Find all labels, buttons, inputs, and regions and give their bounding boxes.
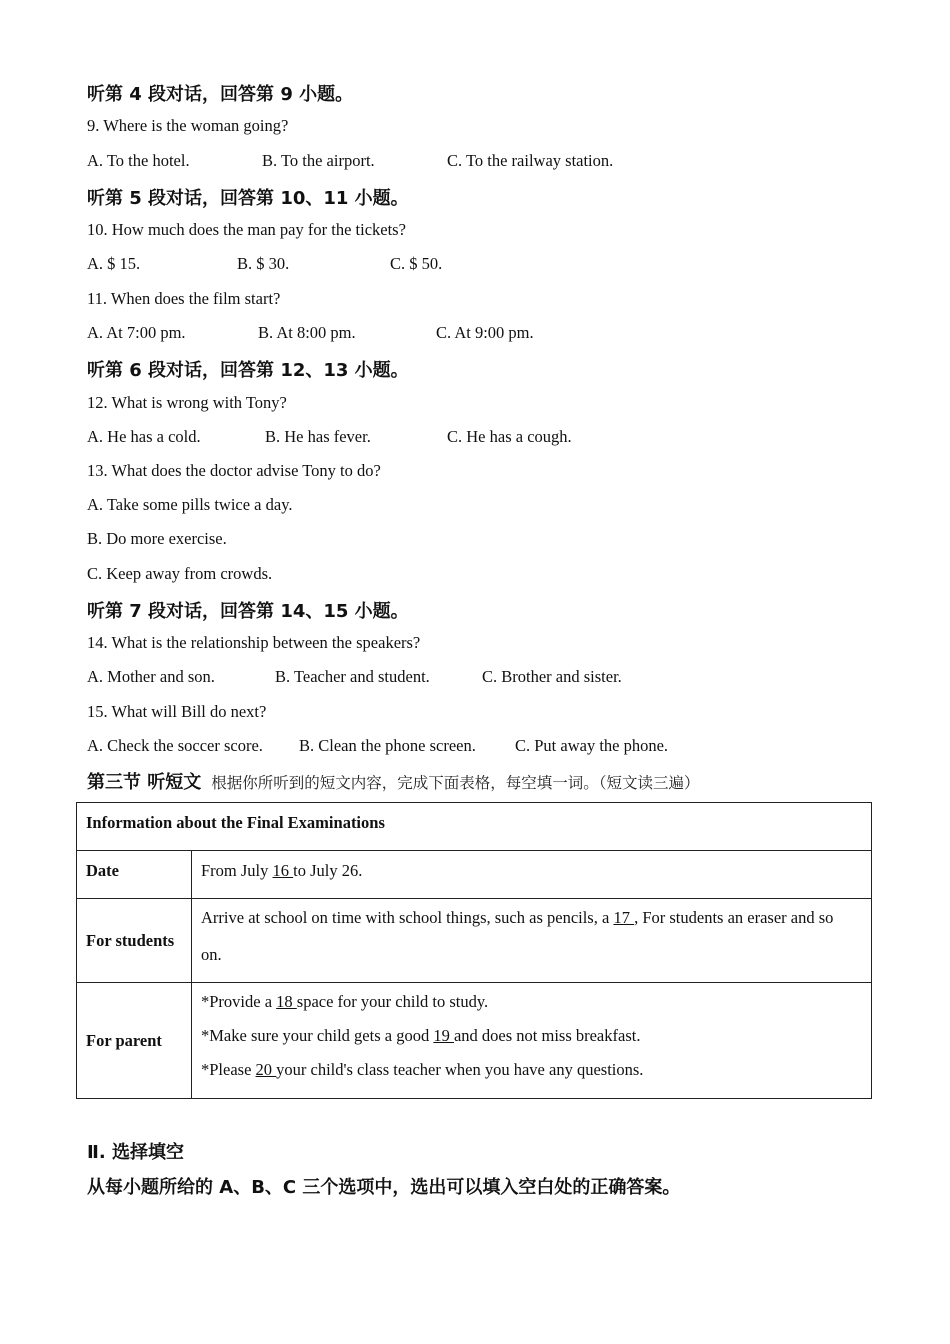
blank-19: 19 <box>433 1026 454 1045</box>
question-15: 15. What will Bill do next? <box>87 702 267 721</box>
parent-1-pre: *Provide a <box>201 992 277 1011</box>
students-label: For students <box>77 899 192 983</box>
section-7-heading: 听第 7 段对话，回答第 14、15 小题。 <box>87 601 409 622</box>
q14-option-c: C. Brother and sister. <box>482 667 622 686</box>
students-pre: Arrive at school on time with school things, such as pencils, a <box>201 908 614 927</box>
question-11: 11. When does the film start? <box>87 289 281 308</box>
q10-option-c: C. $ 50. <box>390 254 443 273</box>
blank-20: 20 <box>255 1060 277 1079</box>
section-5-heading: 听第 5 段对话，回答第 10、11 小题。 <box>87 188 409 209</box>
date-value <box>192 851 872 899</box>
table-row <box>77 851 872 899</box>
parent-value <box>192 983 872 1099</box>
part-2-heading: Ⅱ. 选择填空 <box>87 1142 184 1163</box>
parent-1-post: space for your child to study. <box>296 992 489 1011</box>
q14-option-a: A. Mother and son. <box>87 667 215 686</box>
table-row <box>77 899 872 983</box>
question-10: 10. How much does the man pay for the tickets? <box>87 220 406 239</box>
question-14: 14. What is the relationship between the speakers? <box>87 633 421 652</box>
q14-option-b: B. Teacher and student. <box>275 667 430 686</box>
part-3-heading <box>87 768 700 794</box>
q11-option-c: C. At 9:00 pm. <box>436 323 534 342</box>
table-header: Information about the Final Examinations <box>77 803 872 851</box>
q9-option-a: A. To the hotel. <box>87 151 190 170</box>
q9-option-c: C. To the railway station. <box>447 151 614 170</box>
parent-2-post: and does not miss breakfast. <box>453 1026 641 1045</box>
q13-option-b: B. Do more exercise. <box>87 529 227 548</box>
q10-option-b: B. $ 30. <box>237 254 290 273</box>
section-6-heading: 听第 6 段对话，回答第 12、13 小题。 <box>87 360 409 381</box>
students-post: , For students an eraser and so <box>634 908 834 927</box>
part-3-note: 根据你所听到的短文内容，完成下面表格，每空填一词。（短文读三遍） <box>211 774 700 792</box>
part-3-title: 第三节 听短文 <box>87 772 202 793</box>
blank-18: 18 <box>276 992 297 1011</box>
blank-16: 16 <box>272 861 294 880</box>
parent-3-pre: *Please <box>201 1060 256 1079</box>
section-4-heading: 听第 4 段对话，回答第 9 小题。 <box>87 84 354 105</box>
parent-3-post: your child's class teacher when you have any questions. <box>276 1060 644 1079</box>
q15-option-a: A. Check the soccer score. <box>87 736 263 755</box>
q13-option-c: C. Keep away from crowds. <box>87 564 273 583</box>
q15-option-b: B. Clean the phone screen. <box>299 736 476 755</box>
q15-option-c: C. Put away the phone. <box>515 736 669 755</box>
q10-option-a: A. $ 15. <box>87 254 141 273</box>
table-row <box>77 983 872 1099</box>
q11-option-b: B. At 8:00 pm. <box>258 323 356 342</box>
q11-option-a: A. At 7:00 pm. <box>87 323 186 342</box>
parent-2-pre: *Make sure your child gets a good <box>201 1026 434 1045</box>
date-pre: From July <box>201 861 273 880</box>
blank-17: 17 <box>613 908 635 927</box>
q12-option-a: A. He has a cold. <box>87 427 201 446</box>
students-value <box>192 899 872 983</box>
q12-option-b: B. He has fever. <box>265 427 371 446</box>
date-post: to July 26. <box>293 861 363 880</box>
students-line-2: on. <box>201 945 222 964</box>
date-label: Date <box>77 851 192 899</box>
q9-option-b: B. To the airport. <box>262 151 375 170</box>
question-13: 13. What does the doctor advise Tony to do? <box>87 461 381 480</box>
exam-info-table <box>76 802 872 1099</box>
parent-label: For parent <box>77 983 192 1099</box>
q12-option-c: C. He has a cough. <box>447 427 572 446</box>
question-9: 9. Where is the woman going? <box>87 116 289 135</box>
part-2-instruction: 从每小题所给的 A、B、C 三个选项中，选出可以填入空白处的正确答案。 <box>87 1177 681 1198</box>
q13-option-a: A. Take some pills twice a day. <box>87 495 293 514</box>
question-12: 12. What is wrong with Tony? <box>87 393 287 412</box>
